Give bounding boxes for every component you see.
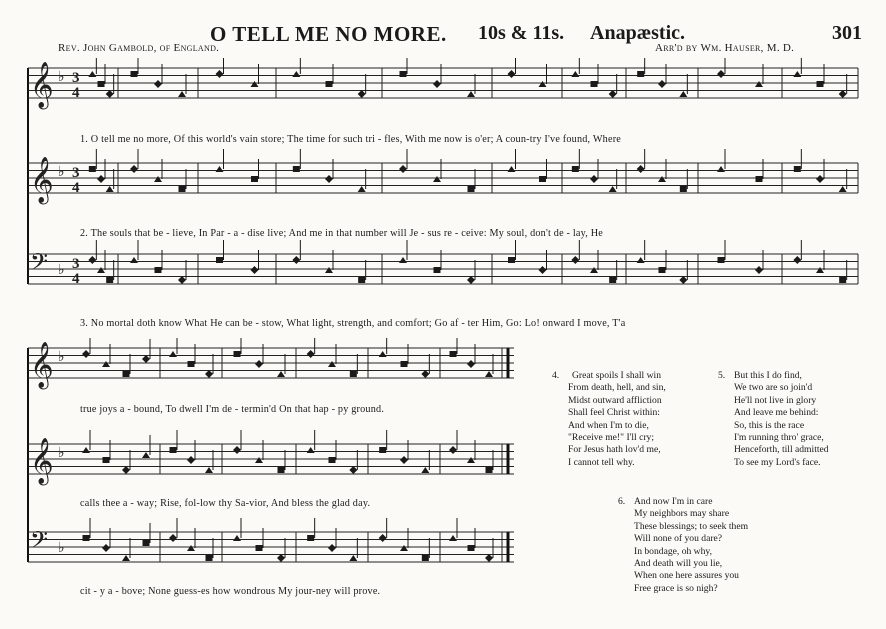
shape-note-head <box>130 165 138 173</box>
shape-note-head <box>233 446 241 454</box>
shape-note-head <box>508 70 516 78</box>
shape-note-head <box>251 176 258 182</box>
staff-3 <box>28 250 858 284</box>
shape-note-head <box>637 71 644 77</box>
shape-note-head <box>817 81 824 87</box>
shape-note-head <box>170 447 177 453</box>
verse-number: 4. <box>552 370 560 381</box>
shape-note-head <box>106 186 114 192</box>
verse-line: And leave me behind: <box>734 407 819 419</box>
shape-note-head <box>609 186 617 192</box>
shape-note-head <box>379 351 387 357</box>
shape-note-head <box>122 555 130 561</box>
shape-note-head <box>187 545 195 551</box>
verse-number: 6. <box>618 496 626 507</box>
staff-4 <box>28 342 514 390</box>
shape-note-head <box>142 452 150 458</box>
shape-note-head <box>718 257 725 263</box>
shape-note-head <box>571 256 579 264</box>
shape-note-head <box>755 81 763 87</box>
shape-note-head <box>609 277 616 283</box>
flat-icon: ♭ <box>58 263 65 278</box>
shape-note-head <box>106 277 113 283</box>
shape-note-head <box>485 371 493 377</box>
flat-icon: ♭ <box>58 350 65 365</box>
shape-note-head <box>255 360 263 368</box>
shape-note-head <box>216 166 224 172</box>
shape-note-head <box>103 457 110 463</box>
shape-note-head <box>328 544 336 552</box>
shape-note-head <box>307 350 315 358</box>
shape-note-head <box>88 256 96 264</box>
shape-note-head <box>98 81 105 87</box>
shape-note-head <box>450 351 457 357</box>
staff-5 <box>28 438 514 486</box>
shape-note-head <box>421 370 429 378</box>
shape-note-head <box>169 351 177 357</box>
verse-line: He'll not live in glory <box>734 394 817 406</box>
shape-note-head <box>358 277 365 283</box>
shape-note-head <box>467 457 475 463</box>
shape-note-head <box>571 71 579 77</box>
shape-note-head <box>637 165 645 173</box>
verse-line: I'm running thro' grace, <box>734 432 824 444</box>
shape-note-head <box>277 554 285 562</box>
author-credit: Rev. John Gambold, of England. <box>58 42 220 54</box>
shape-note-head <box>679 91 687 97</box>
shape-note-head <box>433 176 441 182</box>
lyric-line-4: true joys a - bound, To dwell I'm de - termin'd On that hap - py ground. <box>80 404 385 415</box>
verse-line: Free grace is so nigh? <box>634 582 718 594</box>
shape-note-head <box>379 447 386 453</box>
verse-line: And death will you lie, <box>634 558 723 570</box>
verse-line: Great spoils I shall win <box>572 370 661 381</box>
shape-note-head <box>205 467 213 473</box>
flat-icon: ♭ <box>58 165 65 180</box>
shape-note-head <box>154 80 162 88</box>
hymn-meter: 10s & 11s. <box>478 22 565 44</box>
shape-note-head <box>839 277 846 283</box>
shape-note-head <box>591 81 598 87</box>
shape-note-head <box>234 351 241 357</box>
shape-note-head <box>839 186 847 192</box>
shape-note-head <box>468 186 475 192</box>
shape-note-head <box>400 456 408 464</box>
shape-note-head <box>307 535 314 541</box>
shape-note-head <box>539 176 546 182</box>
shape-note-head <box>401 361 408 367</box>
shape-note-head <box>179 186 186 192</box>
shape-note-head <box>609 90 617 98</box>
hymn-style: Anapæstic. <box>590 22 686 44</box>
shape-note-head <box>679 276 687 284</box>
shape-note-head <box>216 70 224 78</box>
shape-note-head <box>793 71 801 77</box>
shape-note-head <box>400 71 407 77</box>
shape-note-head <box>816 267 824 273</box>
shape-note-head <box>106 90 114 98</box>
staff-6 <box>28 528 514 562</box>
shape-note-head <box>154 176 162 182</box>
shape-note-head <box>88 71 96 77</box>
verse-line: For Jesus hath lov'd me, <box>568 444 661 456</box>
shape-note-head <box>433 80 441 88</box>
shape-note-head <box>205 370 213 378</box>
verse-line: "Receive me!" I'll cry; <box>568 432 655 444</box>
treble-clef-icon: 𝄞 <box>30 62 54 107</box>
shape-note-head <box>82 350 90 358</box>
verse-line: To see my Lord's face. <box>734 456 821 468</box>
shape-note-head <box>256 545 263 551</box>
shape-note-head <box>349 466 357 474</box>
verse-line: I cannot tell why. <box>568 456 635 468</box>
treble-clef-icon: 𝄞 <box>30 438 54 483</box>
shape-note-head <box>755 266 763 274</box>
shape-note-head <box>539 81 547 87</box>
shape-note-head <box>658 80 666 88</box>
shape-note-head <box>187 456 195 464</box>
shape-note-head <box>216 257 223 263</box>
shape-note-head <box>307 447 315 453</box>
flat-icon: ♭ <box>58 446 65 461</box>
verse-line: We two are so join'd <box>734 382 813 394</box>
shape-note-head <box>508 257 515 263</box>
shape-note-head <box>278 467 285 473</box>
shape-note-head <box>590 267 598 273</box>
verse-line: And now I'm in care <box>634 496 713 507</box>
verse-line: Midst outward affliction <box>568 394 662 406</box>
time-signature-top: 3 <box>72 256 80 272</box>
shape-note-head <box>637 257 645 263</box>
verse-line: Henceforth, till admitted <box>734 444 829 456</box>
shape-note-head <box>539 266 547 274</box>
time-signature-top: 3 <box>72 70 80 86</box>
shape-note-head <box>206 555 213 561</box>
arranger-credit: Arr'd by Wm. Hauser, M. D. <box>655 42 795 54</box>
music-system-1 <box>22 58 864 320</box>
shape-note-head <box>572 166 579 172</box>
shape-note-head <box>467 360 475 368</box>
shape-note-head <box>325 175 333 183</box>
verse-line: So, this is the race <box>734 419 805 431</box>
verse-line: Shall feel Christ within: <box>568 407 660 419</box>
shape-note-head <box>449 446 457 454</box>
time-signature-bottom: 4 <box>72 271 80 287</box>
shape-note-head <box>83 535 90 541</box>
time-signature-bottom: 4 <box>72 85 80 101</box>
shape-note-head <box>251 81 259 87</box>
time-signature-bottom: 4 <box>72 180 80 196</box>
lyric-line-1: 1. O tell me no more, Of this world's vain store; The time for such tri - fles, With me now is o'er; A coun-try I've found, Where <box>80 134 622 145</box>
shape-note-head <box>97 267 105 273</box>
shape-note-head <box>468 545 475 551</box>
bass-clef-icon: 𝄢 <box>30 528 49 559</box>
shape-note-head <box>399 165 407 173</box>
shape-note-head <box>122 466 130 474</box>
shape-note-head <box>590 175 598 183</box>
verse-line: From death, hell, and sin, <box>568 382 666 394</box>
shape-note-head <box>142 355 150 363</box>
treble-clef-icon: 𝄞 <box>30 342 54 387</box>
shape-note-head <box>293 166 300 172</box>
shape-note-head <box>756 176 763 182</box>
verse-line: These blessings; to seek them <box>634 520 749 532</box>
shape-note-head <box>467 91 475 97</box>
shape-note-head <box>255 457 263 463</box>
shape-note-head <box>680 186 687 192</box>
verse-line: But this I do find, <box>734 370 802 381</box>
shape-note-head <box>328 361 336 367</box>
verse-line: In bondage, oh why, <box>634 545 712 557</box>
shape-note-head <box>178 91 186 97</box>
shape-note-head <box>467 276 475 284</box>
verse-line: And when I'm to die, <box>568 419 649 431</box>
verse-line: Will none of you dare? <box>634 533 723 545</box>
shape-note-head <box>793 256 801 264</box>
shape-note-head <box>839 90 847 98</box>
shape-note-head <box>123 371 130 377</box>
shape-note-head <box>169 534 177 542</box>
shape-note-head <box>131 71 138 77</box>
shape-note-head <box>349 555 357 561</box>
shape-note-head <box>329 457 336 463</box>
lyric-line-6: cit - y a - bove; None guess-es how wondrous My jour-ney will prove. <box>80 586 381 597</box>
shape-note-head <box>449 535 457 541</box>
shape-note-head <box>102 544 110 552</box>
flat-icon: ♭ <box>58 70 65 85</box>
shape-note-head <box>178 276 186 284</box>
shape-note-head <box>717 166 725 172</box>
verse-line: My neighbors may share <box>634 508 730 520</box>
shape-note-head <box>188 361 195 367</box>
shape-note-head <box>233 535 241 541</box>
shape-note-head <box>358 186 366 192</box>
shape-note-head <box>421 467 429 473</box>
flat-icon: ♭ <box>58 541 65 556</box>
shape-note-head <box>97 175 105 183</box>
shape-note-head <box>717 70 725 78</box>
shape-note-head <box>130 257 138 263</box>
shape-note-head <box>399 257 407 263</box>
shape-note-head <box>277 371 285 377</box>
hymn-title: O TELL ME NO MORE. <box>210 22 447 46</box>
shape-note-head <box>358 90 366 98</box>
shape-note-head <box>486 467 493 473</box>
shape-note-head <box>508 166 516 172</box>
verse-number: 5. <box>718 370 726 381</box>
shape-note-head <box>434 267 441 273</box>
shape-note-head <box>82 447 90 453</box>
shape-note-head <box>155 267 162 273</box>
shape-note-head <box>658 176 666 182</box>
lyric-line-5: calls thee a - way; Rise, fol-low thy Sa-vior, And bless the glad day. <box>80 498 371 509</box>
staff-2 <box>28 157 858 205</box>
bass-clef-icon: 𝄢 <box>30 250 49 281</box>
shape-note-head <box>816 175 824 183</box>
shape-note-head <box>143 540 150 546</box>
shape-note-head <box>400 545 408 551</box>
shape-note-head <box>102 361 110 367</box>
treble-clef-icon: 𝄞 <box>30 157 54 202</box>
shape-note-head <box>422 555 429 561</box>
page-number: 301 <box>832 22 862 44</box>
lyric-line-3: 3. No mortal doth know What He can be - stow, What light, strength, and comfort; Go af - ter Him, Go: Lo! onward I move, T'a <box>80 318 626 329</box>
shape-note-head <box>379 534 387 542</box>
lyric-line-2: 2. The souls that be - lieve, In Par - a - dise live; And me in that number will Je - sus re - ceive: My soul, don't de - lay, He <box>80 228 604 239</box>
staff-1 <box>28 62 858 110</box>
shape-note-head <box>350 371 357 377</box>
shape-note-head <box>325 267 333 273</box>
shape-note-head <box>326 81 333 87</box>
shape-note-head <box>659 267 666 273</box>
shape-note-head <box>292 71 300 77</box>
music-system-2 <box>22 338 520 606</box>
shape-note-head <box>89 166 96 172</box>
shape-note-head <box>292 256 300 264</box>
shape-note-head <box>794 166 801 172</box>
shape-note-head <box>251 266 259 274</box>
shape-note-head <box>485 554 493 562</box>
verse-line: When one here assures you <box>634 570 739 582</box>
time-signature-top: 3 <box>72 165 80 181</box>
